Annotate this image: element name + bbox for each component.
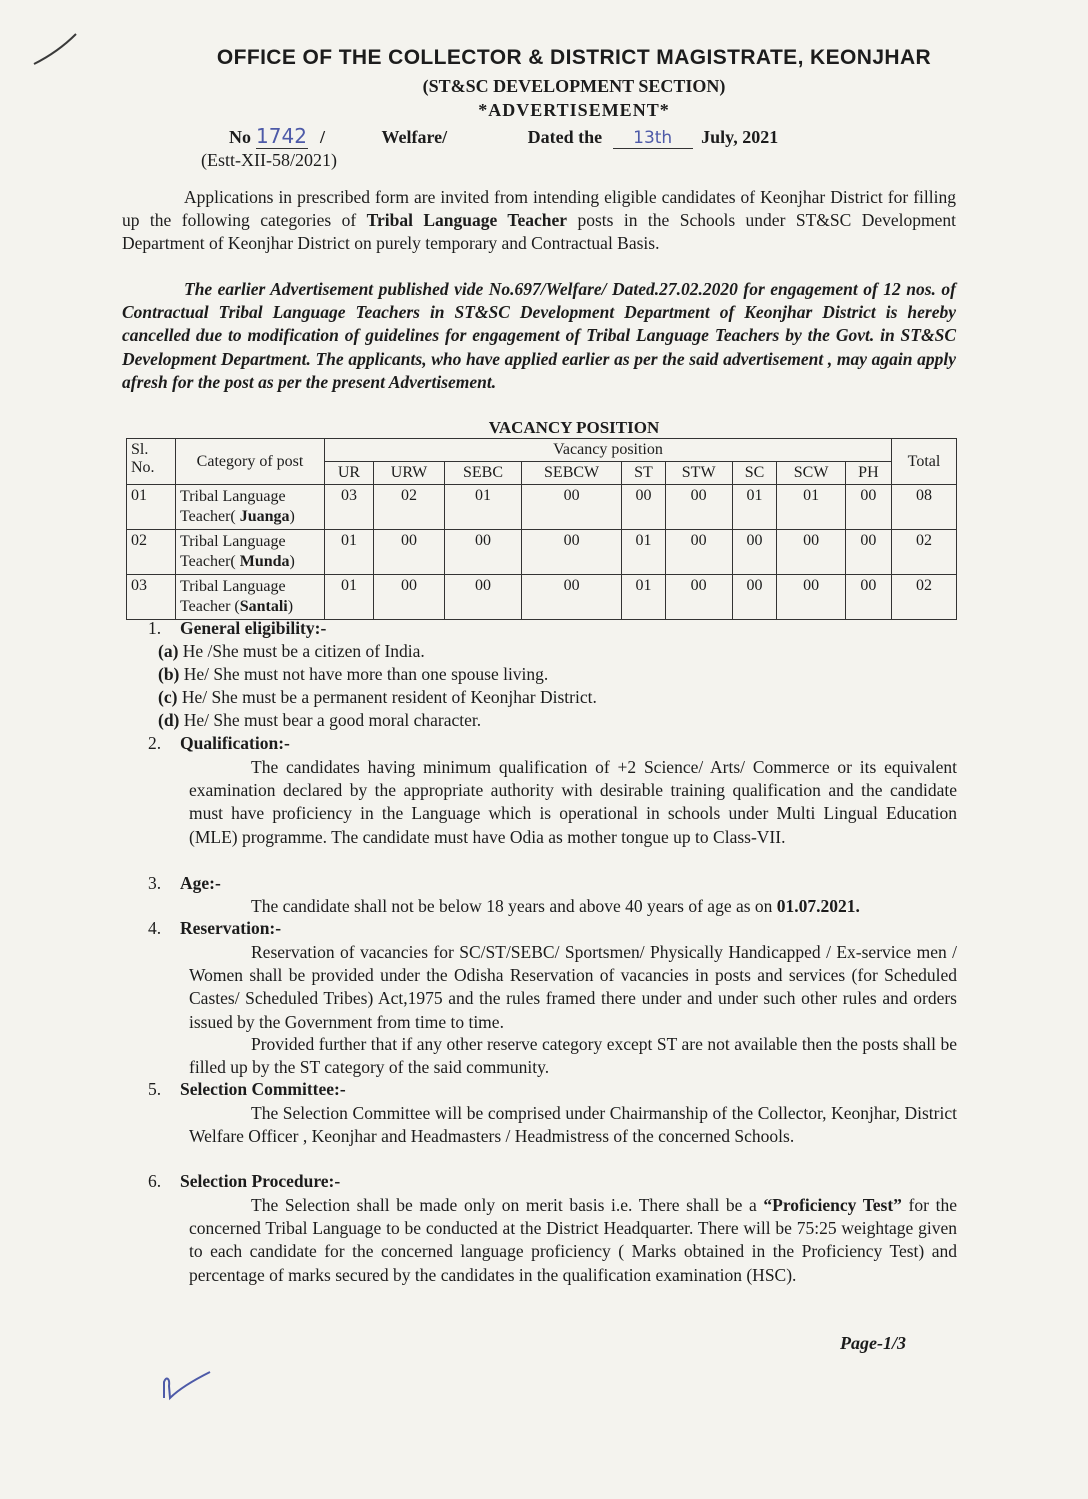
item-key: (b)	[158, 664, 180, 684]
category-line-1: Tribal Language	[180, 488, 286, 505]
cell-ur: 03	[325, 485, 374, 530]
section-title: Age:-	[180, 873, 221, 893]
table-row	[127, 575, 957, 620]
col-sebc: SEBC	[445, 462, 522, 485]
section-title: General eligibility:-	[180, 618, 327, 638]
dated-month: July, 2021	[701, 127, 779, 147]
category-close: )	[289, 553, 295, 570]
cell-ur: 01	[325, 530, 374, 575]
cell-stw: 00	[665, 575, 732, 620]
row-sl: 02	[127, 530, 176, 575]
col-scw: SCW	[777, 462, 845, 485]
cell-sebcw: 00	[521, 530, 621, 575]
section-general-eligibility	[148, 618, 326, 639]
cell-st: 01	[622, 575, 665, 620]
section-title: Reservation:-	[180, 918, 282, 938]
cell-total: 02	[892, 575, 957, 620]
cell-sc: 00	[732, 575, 777, 620]
section-number: 3.	[148, 873, 162, 893]
col-st: ST	[622, 462, 665, 485]
procedure-text-a: The Selection shall be made only on merit basis i.e. There shall be a	[251, 1195, 764, 1215]
cell-stw: 00	[665, 530, 732, 575]
cell-sebc: 00	[445, 575, 522, 620]
list-item	[158, 641, 425, 662]
category-line-1: Tribal Language	[180, 533, 286, 550]
cell-urw: 00	[373, 575, 444, 620]
cell-urw: 02	[373, 485, 444, 530]
row-sl: 03	[127, 575, 176, 620]
section-title: Selection Procedure:-	[180, 1171, 341, 1191]
advertisement-heading: *ADVERTISEMENT*	[478, 100, 670, 120]
office-heading: OFFICE OF THE COLLECTOR & DISTRICT MAGISTRATE, KEONJHAR	[216, 46, 932, 69]
section-heading: (ST&SC DEVELOPMENT SECTION)	[422, 76, 726, 96]
list-item	[158, 710, 481, 731]
reference-row	[229, 124, 778, 149]
col-urw: URW	[373, 462, 444, 485]
cell-ur: 01	[325, 575, 374, 620]
category-language: Juanga	[239, 508, 290, 525]
section-qualification	[148, 733, 290, 754]
reservation-proviso: Provided further that if any other reserve category except ST are not available then the posts shall be filled up by the ST category of the said community.	[189, 1034, 957, 1078]
page-number: Page-1/3	[840, 1333, 906, 1353]
section-number: 6.	[148, 1171, 162, 1191]
list-item	[158, 664, 548, 685]
category-line-2: Teacher(	[180, 553, 240, 570]
col-category: Category of post	[176, 439, 325, 485]
col-stw: STW	[665, 462, 732, 485]
cell-ph: 00	[845, 575, 891, 620]
section-selection-procedure	[148, 1171, 340, 1192]
table-header-row	[127, 439, 957, 462]
item-text: He/ She must not have more than one spouse living.	[179, 664, 549, 684]
cell-urw: 00	[373, 530, 444, 575]
cell-stw: 00	[665, 485, 732, 530]
col-group: Vacancy position	[325, 439, 892, 462]
section-selection-committee	[148, 1079, 346, 1100]
section-number: 2.	[148, 733, 162, 753]
intro-post-name: Tribal Language Teacher	[366, 210, 568, 231]
col-total: Total	[892, 439, 957, 485]
col-sl: Sl. No.	[127, 439, 176, 485]
item-text: He /She must be a citizen of India.	[178, 641, 425, 661]
qualification-text: The candidates having minimum qualification of +2 Science/ Arts/ Commerce or its equivalent examination declared by the appropriate authority with desirable training qualification and the candidate must have proficiency in the Language which is operational in schools under Multi Lingual Education (MLE) programme. The candidate must have Odia as mother tongue up to Class-VII.	[189, 757, 957, 847]
category-language: Munda	[239, 553, 290, 570]
estt-reference: (Estt-XII-58/2021)	[201, 150, 337, 170]
section-reservation	[148, 918, 281, 939]
col-sebcw: SEBCW	[521, 462, 621, 485]
committee-text: The Selection Committee will be comprised under Chairmanship of the Collector, Keonjhar, District Welfare Officer , Keonjhar and Headmasters / Headmistress of the concerned Schools.	[189, 1103, 957, 1147]
dated-label: Dated the	[527, 127, 603, 147]
cell-st: 00	[622, 485, 665, 530]
cell-st: 01	[622, 530, 665, 575]
procedure-text-b: for the concerned Tribal Language to be conducted at the District Headquarter. There will be 75:25 weightage given to each candidate for the concerned language proficiency ( Marks obtained in the Proficiency Test) and percentage of marks secured by the candidates in the qualification examination (HSC).	[189, 1195, 957, 1285]
col-ur: UR	[325, 462, 374, 485]
item-key: (a)	[158, 641, 179, 661]
age-text	[189, 895, 957, 918]
section-number: 1.	[148, 618, 162, 638]
welfare-label: Welfare/	[381, 127, 448, 147]
initial-mark-icon	[158, 1368, 218, 1408]
section-number: 4.	[148, 918, 162, 938]
cell-scw: 00	[777, 530, 845, 575]
cell-ph: 00	[845, 530, 891, 575]
col-ph: PH	[845, 462, 891, 485]
col-sc: SC	[732, 462, 777, 485]
row-sl: 01	[127, 485, 176, 530]
category-close: )	[287, 598, 294, 615]
item-key: (d)	[158, 710, 180, 730]
ref-number: 1742	[256, 124, 307, 148]
cell-ph: 00	[845, 485, 891, 530]
row-category	[176, 575, 325, 620]
category-line-2: Teacher(	[180, 508, 240, 525]
intro-paragraph	[122, 186, 956, 256]
item-key: (c)	[158, 687, 178, 707]
no-label: No	[229, 127, 251, 147]
procedure-test-name: “Proficiency Test”	[763, 1195, 902, 1215]
table-row	[127, 530, 957, 575]
category-line-2: Teacher (	[180, 598, 240, 615]
age-date: 01.07.2021.	[776, 896, 860, 916]
cell-sebcw: 00	[521, 575, 621, 620]
row-category	[176, 485, 325, 530]
item-text: He/ She must bear a good moral character.	[179, 710, 482, 730]
category-close: )	[289, 508, 295, 525]
cancellation-notice: The earlier Advertisement published vide No.697/Welfare/ Dated.27.02.2020 for engagement of 12 nos. of Contractual Tribal Language Teachers in ST&SC Development Department of Keonjhar District is hereby cancelled due to modification of guidelines for engagement of Tribal Language Teachers by the Govt. in ST&SC Development Department. The applicants, who have applied earlier as per the said advertisement , may again apply afresh for the post as per the present Advertisement.	[122, 279, 956, 392]
category-line-1: Tribal Language	[180, 578, 286, 595]
cell-scw: 01	[777, 485, 845, 530]
vacancy-title: VACANCY POSITION	[488, 418, 660, 437]
table-row	[127, 485, 957, 530]
ref-slash: /	[320, 127, 326, 147]
intro-text-b: posts in the Schools under ST&SC Development Department of Keonjhar District on purely temporary and Contractual Basis.	[122, 210, 956, 254]
procedure-text	[189, 1194, 957, 1287]
cell-sebc: 01	[445, 485, 522, 530]
section-age	[148, 873, 221, 894]
section-number: 5.	[148, 1079, 162, 1099]
section-title: Qualification:-	[180, 733, 290, 753]
dated-day: 13th	[613, 128, 693, 149]
section-title: Selection Committee:-	[180, 1079, 346, 1099]
age-text-a: The candidate shall not be below 18 years and above 40 years of age as on	[251, 896, 777, 916]
cell-sebc: 00	[445, 530, 522, 575]
cell-total: 08	[892, 485, 957, 530]
cell-sc: 00	[732, 530, 777, 575]
intro-text-a: Applications in prescribed form are invited from intending eligible candidates of Keonjhar District for filling up the following categories of	[122, 187, 956, 231]
reservation-text: Reservation of vacancies for SC/ST/SEBC/ Sportsmen/ Physically Handicapped / Ex-service men / Women shall be provided under the Odisha Reservation of vacancies in posts and services (for Scheduled Castes/ Scheduled Tribes) Act,1975 and the rules framed there under and under such other rules and orders issued by the Government from time to time.	[189, 942, 957, 1032]
cell-scw: 00	[777, 575, 845, 620]
row-category	[176, 530, 325, 575]
cell-sebcw: 00	[521, 485, 621, 530]
item-text: He/ She must be a permanent resident of Keonjhar District.	[177, 687, 597, 707]
list-item	[158, 687, 597, 708]
cell-total: 02	[892, 530, 957, 575]
category-language: Santali	[239, 598, 288, 615]
vacancy-table	[126, 438, 957, 620]
cell-sc: 01	[732, 485, 777, 530]
